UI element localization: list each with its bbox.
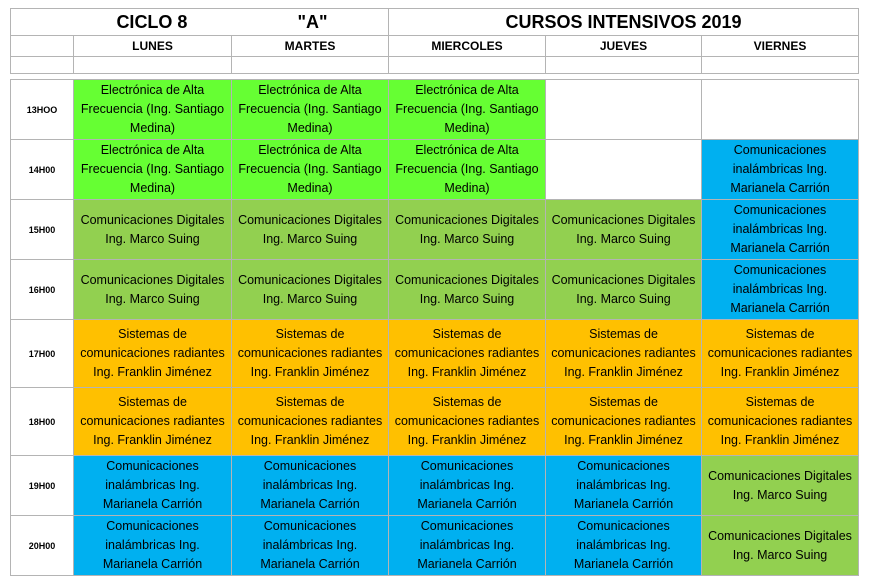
schedule-row xyxy=(11,80,859,140)
class-cell-electronica xyxy=(74,80,232,140)
class-cell-sistemas xyxy=(389,320,546,388)
class-line: comunicaciones radiantes xyxy=(80,346,225,360)
class-line: Ing. Franklin Jiménez xyxy=(250,433,370,447)
paralelo-title: "A" xyxy=(297,11,328,32)
class-cell-electronica xyxy=(232,140,389,200)
time-label: 13HOO xyxy=(11,80,74,140)
day-header-miercoles: MIERCOLES xyxy=(389,36,546,57)
time-label: 20H00 xyxy=(11,516,74,576)
class-cell-sistemas xyxy=(389,388,546,456)
class-line: Ing. Franklin Jiménez xyxy=(93,365,212,379)
class-cell-inalambricas xyxy=(546,456,702,516)
class-line: inalámbricas Ing. xyxy=(105,538,200,552)
class-line: Comunicaciones Digitales xyxy=(395,212,539,227)
class-line: inalámbricas Ing. xyxy=(262,538,358,552)
class-cell-electronica xyxy=(389,80,546,140)
class-line: Ing. Franklin Jiménez xyxy=(93,433,212,447)
class-line: Comunicaciones xyxy=(106,459,199,473)
class-line: Medina) xyxy=(129,121,176,135)
cursos-title: CURSOS INTENSIVOS 2019 xyxy=(389,9,859,36)
class-line: Comunicaciones xyxy=(263,519,357,533)
class-line: Ing. Franklin Jiménez xyxy=(407,365,527,379)
schedule-row xyxy=(11,140,859,200)
class-cell-digitales xyxy=(389,200,546,260)
class-cell-none xyxy=(702,80,859,140)
class-cell-inalambricas xyxy=(702,260,859,320)
class-line: Medina) xyxy=(129,181,176,195)
blank-cell xyxy=(389,57,546,74)
class-cell-inalambricas xyxy=(702,200,859,260)
class-line: Ing. Marco Suing xyxy=(262,231,358,246)
title-cell-left xyxy=(11,9,389,36)
class-line: Sistemas de xyxy=(589,327,658,341)
class-line: Comunicaciones Digitales xyxy=(238,272,382,287)
class-line: Comunicaciones xyxy=(577,519,670,533)
class-cell-inalambricas xyxy=(232,456,389,516)
class-cell-digitales xyxy=(546,200,702,260)
class-cell-digitales xyxy=(232,260,389,320)
class-cell-digitales xyxy=(74,200,232,260)
class-cell-sistemas xyxy=(232,388,389,456)
blank-cell xyxy=(232,57,389,74)
class-line: Medina) xyxy=(444,121,490,135)
class-line: Sistemas de xyxy=(589,395,658,409)
class-cell-digitales xyxy=(389,260,546,320)
class-cell-none xyxy=(546,140,702,200)
class-line: Ing. Marco Suing xyxy=(262,291,358,306)
class-line: inalámbricas Ing. xyxy=(576,538,671,552)
class-line: Comunicaciones xyxy=(420,459,514,473)
time-label: 14H00 xyxy=(11,140,74,200)
class-line: Comunicaciones Digitales xyxy=(238,212,382,227)
class-line: Ing. Marco Suing xyxy=(419,291,515,306)
blank-cell xyxy=(546,57,702,74)
class-cell-inalambricas xyxy=(74,456,232,516)
class-line: Ing. Marco Suing xyxy=(576,291,671,306)
day-header-martes: MARTES xyxy=(232,36,389,57)
class-line: Comunicaciones xyxy=(733,203,827,217)
class-line: Sistemas de xyxy=(118,327,187,341)
class-line: inalámbricas Ing. xyxy=(576,478,671,492)
class-line: Sistemas de xyxy=(432,395,502,409)
class-cell-sistemas xyxy=(232,320,389,388)
class-line: Frecuencia (Ing. Santiago xyxy=(238,162,382,176)
class-line: comunicaciones radiantes xyxy=(394,414,540,428)
class-line: Ing. Marco Suing xyxy=(732,487,828,502)
class-line: inalámbricas Ing. xyxy=(105,478,200,492)
class-line: Frecuencia (Ing. Santiago xyxy=(80,162,225,176)
class-cell-sistemas xyxy=(546,388,702,456)
class-line: Sistemas de xyxy=(118,395,187,409)
schedule-table xyxy=(10,8,859,576)
blank-cell xyxy=(702,57,859,74)
class-line: Ing. Franklin Jiménez xyxy=(720,433,840,447)
class-cell-sistemas xyxy=(74,388,232,456)
class-line: Medina) xyxy=(287,121,333,135)
schedule-row xyxy=(11,456,859,516)
class-line: Ing. Franklin Jiménez xyxy=(250,365,370,379)
class-line: Comunicaciones xyxy=(106,519,199,533)
class-line: Electrónica de Alta xyxy=(100,83,205,97)
class-line: Marianela Carrión xyxy=(260,497,360,511)
class-line: comunicaciones radiantes xyxy=(551,414,696,428)
class-line: inalámbricas Ing. xyxy=(419,478,515,492)
class-line: Ing. Marco Suing xyxy=(732,547,828,562)
class-cell-electronica xyxy=(232,80,389,140)
class-line: Comunicaciones Digitales xyxy=(708,528,852,543)
class-line: Marianela Carrión xyxy=(573,557,674,571)
class-line: Comunicaciones Digitales xyxy=(551,272,696,287)
class-cell-digitales xyxy=(702,456,859,516)
day-header-lunes: LUNES xyxy=(74,36,232,57)
class-line: Electrónica de Alta xyxy=(415,83,519,97)
class-line: Marianela Carrión xyxy=(417,557,517,571)
class-line: Frecuencia (Ing. Santiago xyxy=(238,102,382,116)
class-line: Medina) xyxy=(287,181,333,195)
time-label: 17H00 xyxy=(11,320,74,388)
class-cell-digitales xyxy=(702,516,859,576)
class-line: Frecuencia (Ing. Santiago xyxy=(395,162,539,176)
class-cell-electronica xyxy=(389,140,546,200)
class-line: Ing. Franklin Jiménez xyxy=(564,365,683,379)
class-line: Electrónica de Alta xyxy=(100,143,205,157)
class-line: Comunicaciones xyxy=(420,519,514,533)
class-line: Sistemas de xyxy=(275,327,345,341)
class-line: Electrónica de Alta xyxy=(415,143,519,157)
class-cell-inalambricas xyxy=(389,456,546,516)
class-line: Ing. Franklin Jiménez xyxy=(564,433,683,447)
class-line: Ing. Marco Suing xyxy=(419,231,515,246)
class-cell-sistemas xyxy=(74,320,232,388)
class-line: inalámbricas Ing. xyxy=(732,282,828,296)
time-label: 19H00 xyxy=(11,456,74,516)
blank-cell xyxy=(74,57,232,74)
class-line: Sistemas de xyxy=(275,395,345,409)
class-cell-inalambricas xyxy=(702,140,859,200)
class-line: inalámbricas Ing. xyxy=(262,478,358,492)
class-line: Marianela Carrión xyxy=(260,557,360,571)
class-line: Marianela Carrión xyxy=(102,557,203,571)
class-cell-digitales xyxy=(232,200,389,260)
class-line: comunicaciones radiantes xyxy=(237,346,383,360)
class-line: Electrónica de Alta xyxy=(258,83,362,97)
class-line: Comunicaciones Digitales xyxy=(551,212,696,227)
class-cell-electronica xyxy=(74,140,232,200)
class-line: Comunicaciones Digitales xyxy=(395,272,539,287)
class-line: inalámbricas Ing. xyxy=(732,162,828,176)
schedule-row xyxy=(11,320,859,388)
class-line: comunicaciones radiantes xyxy=(394,346,540,360)
class-cell-inalambricas xyxy=(389,516,546,576)
day-header-row xyxy=(11,36,859,57)
class-line: comunicaciones radiantes xyxy=(707,346,853,360)
schedule-row xyxy=(11,388,859,456)
class-line: Ing. Franklin Jiménez xyxy=(720,365,840,379)
class-line: Marianela Carrión xyxy=(417,497,517,511)
class-cell-none xyxy=(546,80,702,140)
class-line: Ing. Franklin Jiménez xyxy=(407,433,527,447)
ciclo-title: CICLO 8 xyxy=(116,11,188,32)
class-line: Marianela Carrión xyxy=(730,181,830,195)
blank-row xyxy=(11,57,859,74)
class-line: Marianela Carrión xyxy=(102,497,203,511)
class-cell-inalambricas xyxy=(74,516,232,576)
class-cell-sistemas xyxy=(546,320,702,388)
class-line: comunicaciones radiantes xyxy=(551,346,696,360)
class-cell-sistemas xyxy=(702,388,859,456)
schedule-row xyxy=(11,260,859,320)
class-line: Comunicaciones Digitales xyxy=(80,272,225,287)
blank-cell xyxy=(11,57,74,74)
class-line: Marianela Carrión xyxy=(730,241,830,255)
class-cell-digitales xyxy=(74,260,232,320)
class-line: Sistemas de xyxy=(745,327,815,341)
schedule-row xyxy=(11,516,859,576)
title-row xyxy=(11,9,859,36)
time-label: 15H00 xyxy=(11,200,74,260)
class-cell-digitales xyxy=(546,260,702,320)
class-cell-inalambricas xyxy=(232,516,389,576)
class-line: Comunicaciones xyxy=(733,143,827,157)
class-line: comunicaciones radiantes xyxy=(707,414,853,428)
class-cell-inalambricas xyxy=(546,516,702,576)
class-line: Comunicaciones xyxy=(733,263,827,277)
schedule-row xyxy=(11,200,859,260)
class-line: Frecuencia (Ing. Santiago xyxy=(395,102,539,116)
class-line: comunicaciones radiantes xyxy=(237,414,383,428)
class-line: Comunicaciones xyxy=(263,459,357,473)
class-line: Sistemas de xyxy=(745,395,815,409)
time-label: 18H00 xyxy=(11,388,74,456)
class-line: Ing. Marco Suing xyxy=(105,291,200,306)
time-label: 16H00 xyxy=(11,260,74,320)
class-line: Marianela Carrión xyxy=(730,301,830,315)
class-line: Comunicaciones Digitales xyxy=(708,468,852,483)
class-line: Ing. Marco Suing xyxy=(576,231,671,246)
class-line: Frecuencia (Ing. Santiago xyxy=(80,102,225,116)
class-line: comunicaciones radiantes xyxy=(80,414,225,428)
day-header-viernes: VIERNES xyxy=(702,36,859,57)
class-line: Electrónica de Alta xyxy=(258,143,362,157)
class-line: Ing. Marco Suing xyxy=(105,231,200,246)
corner-cell xyxy=(11,36,74,57)
class-line: Comunicaciones xyxy=(577,459,670,473)
day-header-jueves: JUEVES xyxy=(546,36,702,57)
class-line: Comunicaciones Digitales xyxy=(80,212,225,227)
class-line: inalámbricas Ing. xyxy=(732,222,828,236)
class-line: Marianela Carrión xyxy=(573,497,674,511)
class-cell-sistemas xyxy=(702,320,859,388)
class-line: Sistemas de xyxy=(432,327,502,341)
class-line: Medina) xyxy=(444,181,490,195)
class-line: inalámbricas Ing. xyxy=(419,538,515,552)
